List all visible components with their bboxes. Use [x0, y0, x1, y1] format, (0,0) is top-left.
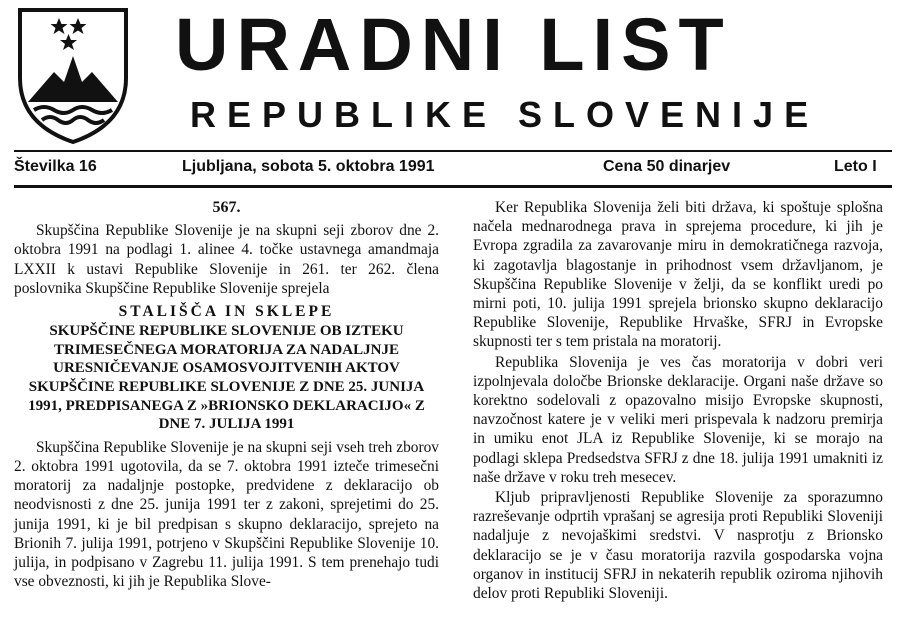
left-column	[14, 198, 439, 591]
header-top-rule	[14, 150, 892, 152]
right-paragraph-2: Republika Slovenija je ves čas moratorija v dobri veri izpolnjevala določbe Brionske deklaracije. Organi naše države so korektno sodelovali z opazovalno misijo Evropske skupnosti, navzočnost katere je v veliki meri prispevala k nadzoru premirja in umiku enot JLA iz Republike Slovenije, ki se morajo na podlagi sklepa Predsedstva SFRJ z dne 18. julija 1991 umakniti iz naše države v roku treh mesecev.	[473, 353, 883, 486]
place-date: Ljubljana, sobota 5. oktobra 1991	[182, 158, 435, 175]
document-number: 567.	[212, 199, 241, 216]
header-bottom-rule	[14, 185, 892, 188]
issue-number: Številka 16	[14, 158, 97, 175]
body-paragraph: Skupščina Republike Slovenije je na skupni seji vseh treh zborov 2. oktobra 1991 ugotovila, da se 7. oktobra 1991 izteče trimesečni moratorij za nadaljnje postopke, predvidene z deklaracijo ob neodvisnosti z dne 25. junija 1991 ter z zakoni, sprejetimi do 25. junija 1991, ki je bil predpisan s skupno deklaracijo, sprejeto na Brionih 7. julija 1991, potrjeno v Skupščini Republike Slovenije 10. julija, in podpisano v Zagrebu 11. julija 1991. S tem prenehajo tudi vse obveznosti, ki jih je Republika Slove-	[14, 438, 439, 591]
newspaper-subtitle: REPUBLIKE SLOVENIJE	[190, 94, 820, 135]
right-paragraph-3: Kljub pripravljenosti Republike Slovenije za sporazumno razreševanje odprtih vprašanj se agresija proti Republiki Sloveniji nadaljuje z nevojaškimi sredstvi. V nasprotju z Brionsko deklaracijo se je v času moratorija razvila gospodarska vojna organov in institucij SFRJ in nekaterih republik oziroma njihovih delov proti Republiki Sloveniji.	[473, 489, 883, 603]
coat-of-arms-emblem	[14, 6, 132, 146]
volume-year: Leto I	[834, 158, 877, 175]
intro-paragraph: Skupščina Republike Slovenije je na skupni seji zborov dne 2. oktobra 1991 na podlagi 1. alinee 4. točke ustavnega amandmaja LXXII k ustavi Republike Slovenije in 261. ter 262. člena poslovnika Skupščine Republike Slovenije sprejela	[14, 222, 439, 297]
declaration-heading: STALIŠČA IN SKLEPE	[118, 303, 335, 321]
declaration-title: SKUPŠČINE REPUBLIKE SLOVENIJE OB IZTEKU TRIMESEČNEGA MORATORIJA ZA NADALJNJE URESNIČEVANJE OSAMOSVOJITVENIH AKTOV SKUPŠČINE REPUBLIKE SLOVENIJE Z DNE 25. JUNIJA 1991, PREDPISANEGA Z »BRIONSKO DEKLARACIJO« Z DNE 7. JULIJA 1991	[28, 323, 425, 433]
emblem-shield-icon	[14, 6, 132, 146]
right-column	[473, 198, 883, 603]
price: Cena 50 dinarjev	[603, 158, 731, 175]
right-paragraph-1: Ker Republika Slovenija želi biti država, ki spoštuje splošna načela mednarodnega prava in sprejema procedure, ki jih je Evropa zgradila za zavarovanje miru in demokratičnega razvoja, ki zagotavlja blagostanje in prihodnost vsem državljanom, je Skupščina Republike Slovenije v želji, da se konflikt uredi po mirni poti, 10. julija 1991 sprejela brionsko skupno deklaracijo Republike Slovenije, Republike Hrvaške, SFRJ in Evropske skupnosti ter s tem pristala na moratorij.	[473, 199, 883, 351]
newspaper-title: URADNI LIST	[175, 3, 732, 86]
